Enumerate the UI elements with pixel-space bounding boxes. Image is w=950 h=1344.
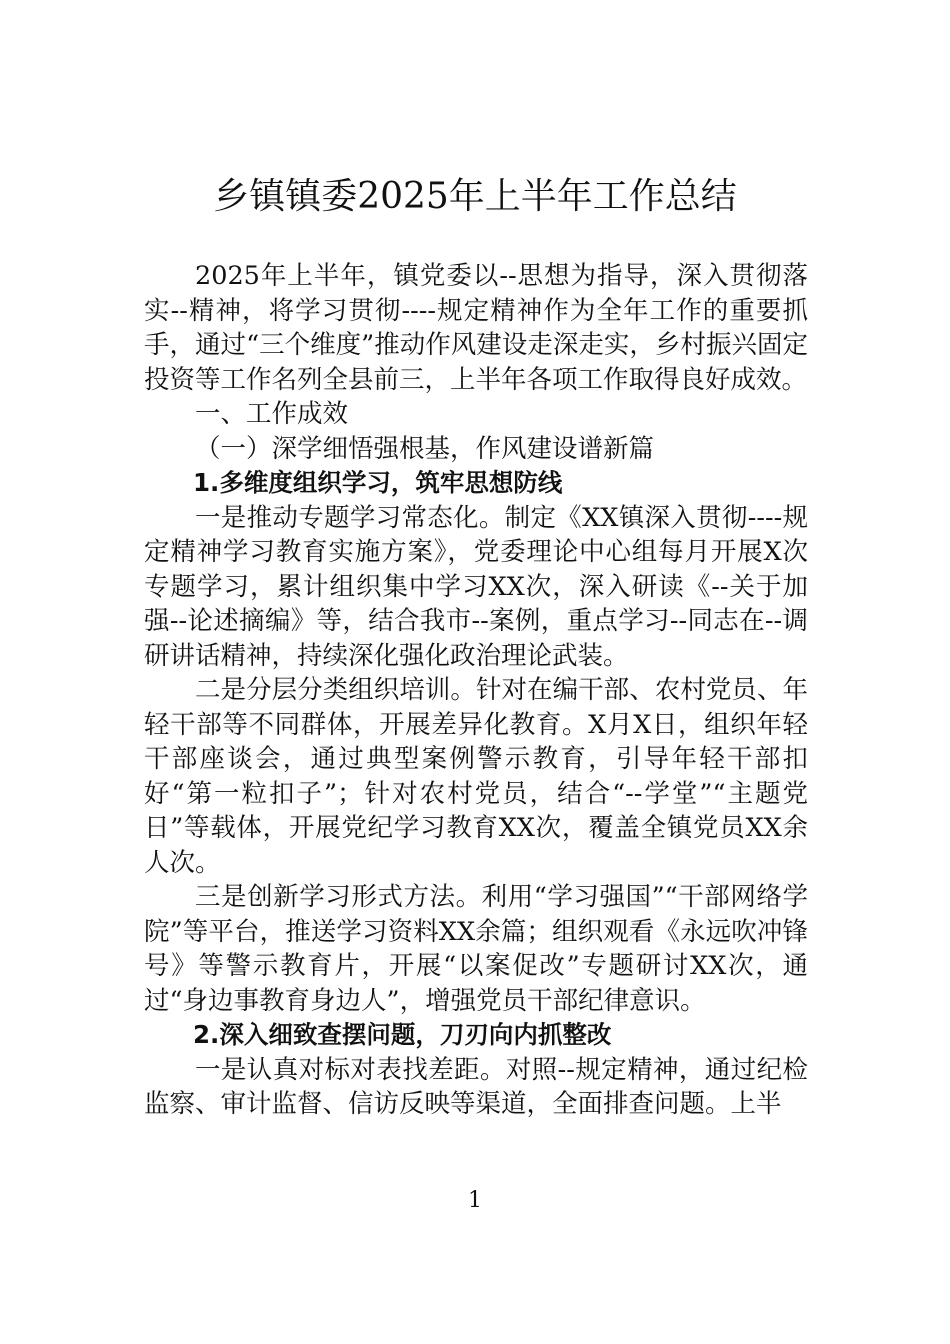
body-paragraph: 一是推动专题学习常态化。制定《XX镇深入贯彻----规定精神学习教育实施方案》，党委理论中心组每月开展X次专题学习，累计组织集中学习XX次，深入研读《--关于加强--论述摘编》等，结合我市--案例，重点学习--同志在--调研讲话精神，持续深化强化政治理论武装。 bbox=[144, 502, 808, 671]
subsection-heading: （一）深学细悟强根基，作风建设谱新篇 bbox=[195, 433, 655, 464]
page-number: 1 bbox=[468, 1188, 482, 1213]
intro-paragraph: 2025年上半年，镇党委以--思想为指导，深入贯彻落实--精神，将学习贯彻----规定精神作为全年工作的重要抓手，通过“三个维度”推动作风建设走深走实，乡村振兴固定投资等工作名列全县前三，上半年各项工作取得良好成效。 bbox=[144, 261, 808, 395]
section-heading: 一、工作成效 bbox=[195, 399, 349, 429]
document-body bbox=[144, 259, 808, 1122]
body-paragraph: 三是创新学习形式方法。利用“学习强国”“干部网络学院”等平台，推送学习资料XX余篇；组织观看《永远吹冲锋号》等警示教育片，开展“以案促改”专题研讨XX次，通过“身边事教育身边人”，增强党员干部纪律意识。 bbox=[144, 882, 808, 1016]
body-paragraph: 二是分层分类组织培训。针对在编干部、农村党员、年轻干部等不同群体，开展差异化教育。X月X日，组织年轻干部座谈会，通过典型案例警示教育，引导年轻干部扣好“第一粒扣子”；针对农村党员，结合“--学堂”“主题党日”等载体，开展党纪学习教育XX次，覆盖全镇党员XX余人次。 bbox=[144, 675, 808, 878]
document-title: 乡镇镇委2025年上半年工作总结 bbox=[213, 176, 737, 217]
item-heading-2: 2.深入细致查摆问题，刀刃向内抓整改 bbox=[193, 1020, 612, 1049]
item-heading-1: 1.多维度组织学习，筑牢思想防线 bbox=[193, 468, 563, 497]
body-paragraph: 一是认真对标对表找差距。对照--规定精神，通过纪检监察、审计监督、信访反映等渠道，全面排查问题。上半 bbox=[144, 1054, 808, 1119]
